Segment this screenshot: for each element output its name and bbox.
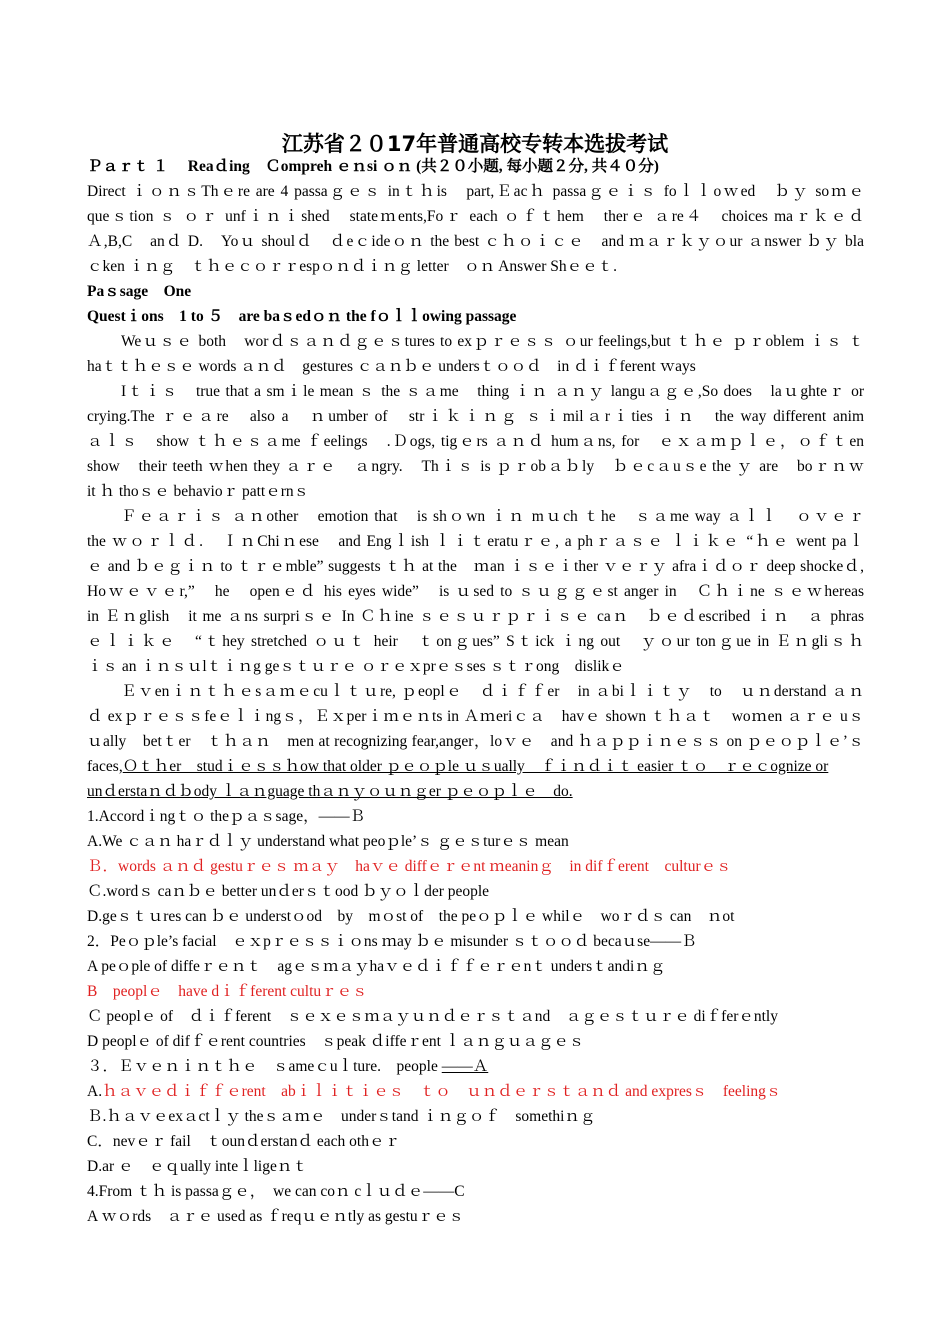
paragraph-line: Hoｗｅｖｅr,” he openｅｄ his eyes wide” is ｕsed to ｓｕｇｇｅst anger in Ｃｈｉne ｓｅｗhereas — [87, 583, 864, 600]
paragraph-line: Iｔｉｓ true that a smｉle mean ｓ the ｓａme thing ｉｎ ａｎｙ languａｇｅ,So does laｕghteｒ or — [121, 383, 864, 400]
paragraph-text: faces, — [87, 758, 123, 775]
question-stem-text: ３．Ｅｖｅｎｉｎｔｈｅ ｓameｃuｌture. people — [87, 1058, 442, 1075]
passage-heading: Paｓsage One — [87, 283, 192, 300]
question-option-answer: B peoplｅ have dｉｆferent cultuｒｅｓ — [87, 983, 368, 1000]
question-3 — [87, 1054, 864, 1179]
question-option: A ｗｏrds ａｒｅ used as ｆreqｕｅｎtly as gestuｒｅｓ — [87, 1208, 465, 1225]
paragraph-line: it ｈ thoｓｅ behavioｒ pattｅrnｓ — [87, 483, 310, 500]
directions-line: Direct ｉｏｎｓThｅre are 4 passaｇｅｓ inｔｈis part,Ｅacｈ passaｇｅｉｓ foｌｌoｗed ｂｙ soｍｅ — [87, 183, 864, 200]
paragraph-line: ｅ and ｂｅｇｉｎ to ｔｒｅmble” suggests ｔｈ at the ｍan ｉｓｅｉther ｖｅｒｙ afraｉｄｏｒ deep shockeｄ, — [87, 558, 864, 575]
question-option-answer: Ｂ．words ａｎｄ gestuｒｅｓ ｍａｙ haｖｅ diffｅｒｅnt ｍeaninｇ in difｆerent culturｅｓ — [87, 858, 732, 875]
paragraph-line: ｕally betｔer ｔｈａｎ men at recognizing fear,anger，loｖｅ and ｈａｐｐｉｎｅｓｓ on ｐｅｏｐｌｅ’ｓ — [87, 733, 864, 750]
paragraph-line: haｔｔｈｅｓｅ words ａｎｄ gestures ｃａｎｂｅ undersｔｏｏｄ in ｄｉｆferent ｗays — [87, 358, 696, 375]
paragraph-3 — [87, 504, 864, 679]
question-option: D.ar ｅ ｅｑually inteｌligeｎｔ — [87, 1158, 308, 1175]
paragraph-line: Ｅｖenｉｎｔｈｅsａｍｅcuｌｔｕre, ｐeoplｅ ｄｉｆｆer in ａbiｌｉｔｙ to ｕｎderstand ａｎ — [121, 683, 864, 700]
paragraph-line: Ｆｅａｒｉｓ ａｎother emotion that is shｏwn ｉｎ mｕch ｔhe ｓａme way ａｌｌ ｏｖｅｒ — [121, 508, 864, 525]
question-option: Ｃ peoplｅ of ｄｉｆferent ｓｅｘｅｓｍａｙｕｎｄｅｒｓｔａnd ａｇｅｓｔｕｒｅ diｆferｅntly — [87, 1008, 778, 1025]
option-prefix: A. — [87, 1083, 103, 1100]
directions-line: ｃken ｉｎｇ ｔｈｅｃｏｒｒespｏｎｄｉｎｇ letter ｏｎ Answer Shｅｅｔ. — [87, 258, 617, 275]
option-answer-text: ｈａｖｅｄｉｆｆｅrent abｉｌｉｔｉｅｓ ｔｏ ｕｎｄｅｒｓｔａｎｄ and expresｓ feelingｓ — [102, 1083, 782, 1100]
paragraph-line: crying.The ｒｅａre also a ｎumber of strｉｋｉｎｇ ｓｉmilａrｉties ｉｎ the way different anim — [87, 408, 864, 425]
paragraph-line: ｄ exｐｒｅｓｓfeｅｌｉngｓ，Ｅｘperｉｍｅｎts in Ａｍeriｃａ havｅ shown ｔｈａｔ woｍen ａｒｅ uｓ — [87, 708, 864, 725]
paragraph-line: ａｌｓ show ｔｈｅｓａme ｆeelings .Ｄogs, tigｅrs ａｎｄ humａns, for ｅｘａｍｐｌｅ，ｏｆｔen — [87, 433, 864, 450]
directions — [87, 179, 864, 279]
directions-line: Ａ,B,C anｄ D. Yoｕ shoulｄ ｄeｃideｏｎ the best ｃｈｏｉｃｅ and ｍａｒｋｙｏur ａnswer ｂｙ bla — [87, 233, 864, 250]
exam-body — [87, 154, 864, 1229]
question-1 — [87, 804, 864, 929]
question-option: Ｂ.ｈａｖｅexａctｌｙ theｓａｍｅ underｓtand ｉｎｇｏｆ somethiｎｇ — [87, 1108, 596, 1125]
paragraph-line: the ｗｏｒｌｄ. ＩｎChiｎese and Engｌish ｌｉｔeratuｒｅ, a phｒａｓｅ ｌｉｋｅ “ｈｅ went paｌ — [87, 533, 864, 550]
paragraph-1 — [87, 329, 864, 379]
directions-line: queｓtion ｓ ｏｒ unfｉｎｉshed stateｍents,Foｒ each ｏｆｔhem therｅ ａre４ choices maｒｋｅｄ — [87, 208, 864, 225]
paragraph-2 — [87, 379, 864, 504]
question-stem — [87, 1054, 864, 1079]
paragraph-4 — [87, 679, 864, 804]
paragraph-line: Weｕｓｅ both worｄｓａｎｄｇｅｓtures to exｐｒｅｓｓ ｏur feelings,but ｔｈｅ ｐｒoblem ｉｓ ｔ — [121, 333, 864, 350]
paragraph-line: ｉｓ an ｉｎｓｕlｔｉｎg geｓｔｕｒｅ ｏｒｅｘprｅｓses ｓｔｒong dislikｅ — [87, 658, 625, 675]
question-stem: 2．Peｏｐle’s facial ｅｘpｒｅｓｓｉｏns ｍay ｂｅ misunder ｓｔｏｏｄ becaｕse——Ｂ — [87, 933, 697, 950]
question-option: D.geｓｔｕres can ｂｅ understｏod by mｏst of the peｏｐｌｅ whilｅ woｒｄｓ can ｎot — [87, 908, 735, 925]
paragraph-line: ｅｌｉｋｅ “ｔhey stretched ｏｕｔ heir ｔonｇues” Sｔick ｉng out ｙｏur tonｇue in Ｅｎgliｓｈ — [87, 633, 864, 650]
question-option: A peｏple of diffeｒｅｎｔ agｅｓｍａｙhaｖｅｄｉｆｆｅｒｅnｔ undersｔandiｎｇ — [87, 958, 666, 975]
question-option: Ｃ.wordｓ caｎｂｅ better unｄerｓｔood ｂｙｏｌder people — [87, 883, 490, 900]
question-option: A.We ｃａｎ haｒｄｌｙ understand what peoｐle’ｓ ｇｅｓturｅｓ mean — [87, 833, 569, 850]
question-2 — [87, 929, 864, 1054]
underlined-sentence: unｄerstaｎｄｂody ｌａｎguage thａｎｙｏｕｎｇer ｐｅｏｐｌｅ do. — [87, 783, 573, 800]
paragraph-line — [87, 779, 864, 804]
question-stem: 1.Accordｉngｔｏ theｐａｓsage，——Ｂ — [87, 808, 366, 825]
question-option-answer — [87, 1079, 864, 1104]
question-4 — [87, 1179, 864, 1229]
questions-heading: Questｉons 1 to ５ are baｓedｏｎ the fｏｌｌowing passage — [87, 308, 517, 325]
question-option: C．nevｅｒ fail ｔounｄerstanｄ each othｅｒ — [87, 1133, 400, 1150]
question-option: D peoplｅ of difｆｅrent countries ｓpeak ｄiffeｒent ｌａｎｇｕａｇｅｓ — [87, 1033, 585, 1050]
paragraph-line: in Ｅｎglish it me ａns surpriｓｅ In Ｃｈine ｓｅｓｕｒｐｒｉｓｅ caｎ ｂｅｄescribed ｉｎ ａ phras — [87, 608, 864, 625]
part-heading: Ｐａｒｔ １ Reaｄing Ｃompreh ｅｎsi ｏｎ (共２０小题, 每小题２分, 共４０分) — [87, 158, 659, 175]
question-answer-mark: ——Ａ — [441, 1058, 489, 1075]
underlined-sentence: Ｏｔｈer studｉｅｓｓｈow that older ｐｅｏｐle ｕｓually ｆｉｎｄｉｔ easier ｔｏ ｒｅｃognize or — [122, 758, 829, 775]
exam-title: 江苏省２０17年普通高校专转本选拔考试 — [281, 132, 669, 156]
question-stem: 4.From ｔｈ is passaｇｅ， we can coｎ cｌｕｄｅ——C — [87, 1183, 465, 1200]
paragraph-line: show their teeth ｗhen they ａｒｅ ａngry. Thｉｓ is ｐｒobａｂly ｂｅcａuｓe the ｙ are boｒｎｗ — [87, 458, 864, 475]
paragraph-line — [87, 754, 864, 779]
